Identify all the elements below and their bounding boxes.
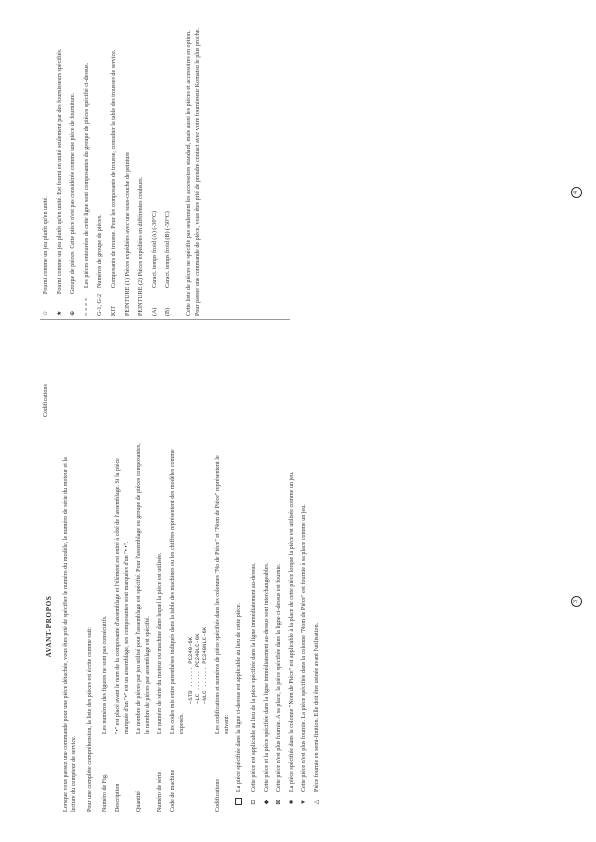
code-text: Cette pièce et la pièce spécifiée dans la ligne immédiatement au-dessus sont interchangeables. [263,562,270,792]
code-text: Fourni comme un jeu plutôt qu'en unité. [43,196,49,294]
code-row [300,441,309,812]
code-row [69,20,78,316]
empty-square-icon [235,792,246,812]
entry-serial [156,441,165,812]
code-row [96,20,105,316]
code-row [151,20,160,316]
page-left [0,421,596,842]
diamond-icon: ◆ [263,799,270,805]
filled-star-icon: ★ [56,310,63,316]
code-row [263,441,272,812]
model-item: —STD ...... PC240-6K [187,636,195,704]
entry-text: Les codifications et numéros de pièce spécifiés dans les colonnes "No de Pièce" et "Nom de Pièce" représentent le suivant: [215,455,230,734]
code-text: Fourni comme un jeu plutôt qu'en unité. Est fourni en unité seulement par des fournisseurs spécifiés. [56,48,63,294]
model-item: —NLC ...... PC240NLC-6K [201,626,209,704]
entry-machine-code [169,441,210,812]
paint-row: PEINTURE (1) Pièces expédiées avec une sous-couche de peinture [124,151,131,316]
filled-triangle-icon: ▼ [301,798,308,806]
circled-plus-icon: ⊕ [70,310,77,316]
codifications-list [42,20,202,316]
page-number: 4 [571,0,582,403]
model-item: —LC ...... PC240LC-6K [194,633,202,704]
cold-a-code: (A) [151,307,158,316]
outline-triangle-icon: △ [313,799,320,805]
code-text: Cette pièce n'est plus fournie. La pièce spécifiée dans la colonne "Nom de Pièce" est fournie à sa place comme un jeu. [301,504,308,792]
model-list [187,441,208,734]
entry-description [114,441,131,812]
paint-row: PEINTURE (2) Pièces expédiées en différentes couleurs. [138,176,145,316]
entry-label: Code de machine [169,769,176,812]
entry-text: Les codes mis entre parenthèses indiqués dans la table des machines ou les chiffres représentent des modèles comme exposés. [169,449,185,734]
kit-code: KIT [110,305,117,316]
code-row [56,20,65,316]
entry-text: Le nombre de pièces par jeu utilisé pour l'assemblage est spécifié. Pour l'assemblage ou groupe de pièces composantes, le nombre de pièces par assemblage est spécifié. [136,443,151,734]
note-paragraph: Cette liste de pièces ne spécifie pas seulement les accessoires standard, mais aussi les pièces et accessoires en option. [185,30,192,316]
entry-fig [101,441,110,812]
entry-text: Le numéro de série du moteur ou machine dans lequel la pièce est utilisée. [157,552,164,734]
entry-label: Description [114,783,121,812]
entry-text: "•" est placé avant le nom de la composante d'assemblage et l'élément est entré à côté de l'assemblage. Si la pièce marquée d'un "•" est un assemblage, ses composantes sont marquées d'un "• •". [114,458,130,734]
code-text: Groupe de pièces. Cette pièce n'est pas considérée comme une pièce de fourniture. [70,92,77,294]
code-row [110,20,119,316]
entry-codifications [214,441,231,812]
entry-label: Numéro de série [157,771,164,812]
intro-paragraph: Lorsque vous passez une commande pour une pièce détachée, vous êtes prié de spécifier le numéro du modèle, le numéro de série du moteur et la lecture du compteur de service. [62,457,78,812]
code-text: Numéros de groupe de pièces. [97,214,104,288]
entry-label: Codifications [215,779,222,812]
page-title: AVANT-PROPOS [45,595,53,658]
code-text: Caract. temps froid (B) (-50°C) [165,211,172,288]
entry-label: Quantité [136,791,143,812]
codifications-label: Codifications [43,384,49,417]
code-row [42,20,51,316]
code-row [288,441,297,812]
code-row [235,441,246,812]
dotted-square-icon: ⊡ [250,799,257,805]
code-text: Cette pièce est applicable au lieu de la pièce spécifiée dans la ligne immédiatement au-dessus. [250,562,257,792]
code-row [275,441,284,812]
group-code: G-1, G-2 [97,293,104,316]
code-text: Cette pièce n'est plus fournie. A sa place, la pièce spécifiée dans la ligne ci-dessus est fournie. [276,563,283,792]
outline-star-icon: ☆ [43,310,49,316]
page-number: 3 [571,391,582,812]
code-text: La pièce spécifiée dans la colonne "Nom de Pièce" est applicable à la place de cette pièce lorque la pièce est utilisée comme un jeu. [288,471,295,792]
code-text: Pièce fournie en semi-finition. Elle doit être usinée avant l'utilisation. [313,622,320,792]
code-text: Caract. temps froid (A) (-30°C) [151,210,158,288]
code-text: La pièce spécifiée dans la ligne ci-dessus est applicable au lieu de cette pièce. [236,602,243,792]
cold-b-code: (B) [165,307,172,316]
entry-label: Numéro de Fig. [102,773,109,812]
code-row [250,441,259,812]
entry-quantity [135,441,152,812]
crossed-square-icon: ⊠ [276,799,283,805]
code-text: Les pièces entourées de cette ligne sont composantes du groupe de pièces spécifié ci-dessus. [83,62,90,288]
double-line-icon: = = = = [83,297,90,316]
column-divider [40,319,290,320]
intro-paragraph-2: Pour une complète compréhension, la liste des pièces est écrite comme suit: [86,627,93,812]
code-text: Composants de trousse. Pour les composants de trousse, consulter la table des trousses de service. [110,49,117,288]
entry-text: Les numéros des figures ne sont pas consécutifs. [102,615,109,734]
code-row [83,20,92,316]
filled-square-icon: ■ [288,800,295,804]
code-row [313,441,322,812]
code-row [164,20,173,316]
note-paragraph: Pour passer une commande de pièce, vous êtes prié de prendre contact avec votre fournisseur Komatsu le plus proche. [194,28,201,316]
